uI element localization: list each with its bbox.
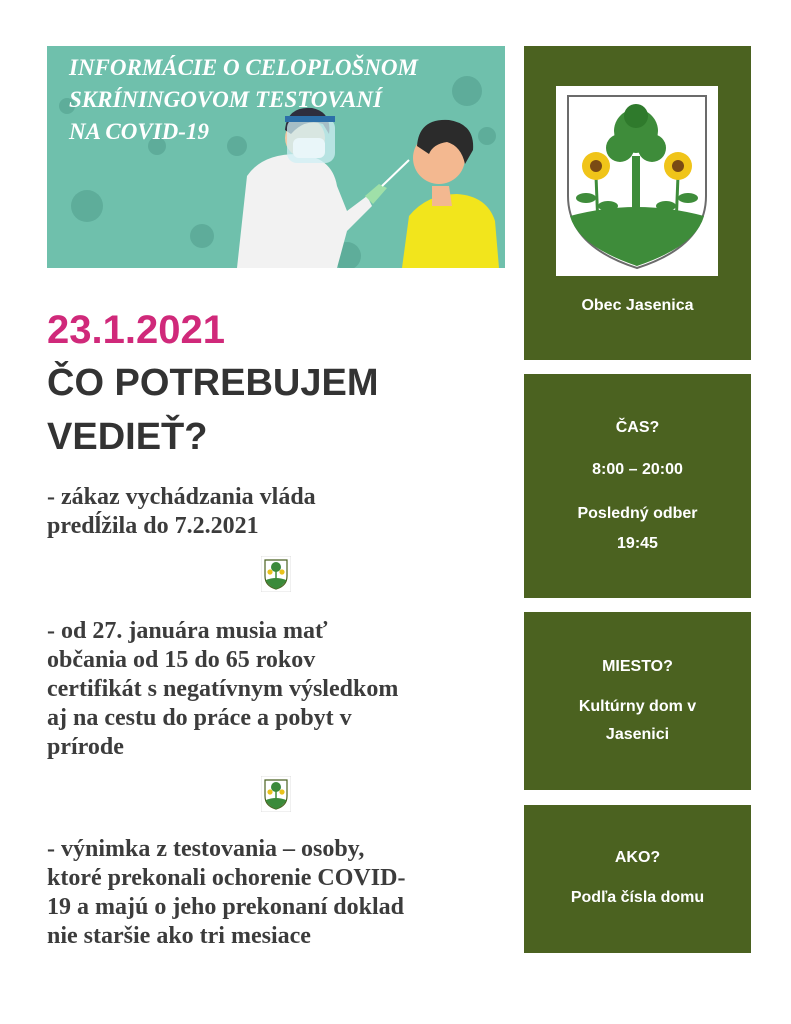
info-line: občania od 15 do 65 rokov — [47, 647, 316, 673]
event-date: 23.1.2021 — [47, 308, 225, 352]
covid-banner — [47, 46, 505, 268]
info-item-exemption — [47, 835, 517, 951]
coat-of-arms-icon — [261, 776, 291, 812]
info-line: - od 27. januára musia mať — [47, 618, 328, 644]
info-item-curfew — [47, 483, 517, 541]
place-box — [524, 612, 751, 790]
last-sample-label: Posledný odber — [577, 505, 698, 522]
coat-of-arms-icon — [261, 556, 291, 592]
time-hours: 8:00 – 20:00 — [592, 461, 683, 478]
how-value: Podľa čísla domu — [570, 889, 705, 906]
municipality-box — [524, 46, 751, 360]
banner-title-line: NA COVID-19 — [69, 119, 209, 144]
place-line: Kultúrny dom v — [578, 698, 697, 715]
info-line: - výnimka z testovania – osoby, — [47, 836, 365, 862]
place-line: Jasenici — [605, 726, 670, 743]
municipality-name: Obec Jasenica — [581, 297, 694, 314]
info-line: aj na cestu do práce a pobyt v — [47, 705, 352, 731]
time-box — [524, 374, 751, 598]
time-label: ČAS? — [615, 419, 660, 436]
coat-of-arms-icon — [556, 86, 718, 276]
heading-line: ČO POTREBUJEM — [47, 362, 379, 404]
how-box — [524, 805, 751, 953]
info-line: ktoré prekonali ochorenie COVID- — [47, 865, 406, 891]
info-line: nie staršie ako tri mesiace — [47, 923, 311, 949]
info-line: 19 a majú o jeho prekonaní doklad — [47, 894, 404, 920]
place-label: MIESTO? — [602, 658, 673, 675]
banner-title-line: INFORMÁCIE O CELOPLOŠNOM — [69, 55, 418, 80]
info-line: predĺžila do 7.2.2021 — [47, 513, 259, 539]
info-line: certifikát s negatívnym výsledkom — [47, 676, 399, 702]
last-sample-time: 19:45 — [617, 535, 658, 552]
info-line: prírode — [47, 734, 124, 760]
page-heading — [47, 356, 507, 464]
coat-of-arms-frame — [556, 86, 718, 276]
info-item-certificate — [47, 617, 517, 762]
info-line: - zákaz vychádzania vláda — [47, 484, 316, 510]
heading-line: VEDIEŤ? — [47, 416, 208, 458]
banner-title-line: SKRÍNINGOVOM TESTOVANÍ — [69, 87, 382, 112]
banner-title — [69, 52, 499, 148]
how-label: AKO? — [614, 849, 661, 866]
